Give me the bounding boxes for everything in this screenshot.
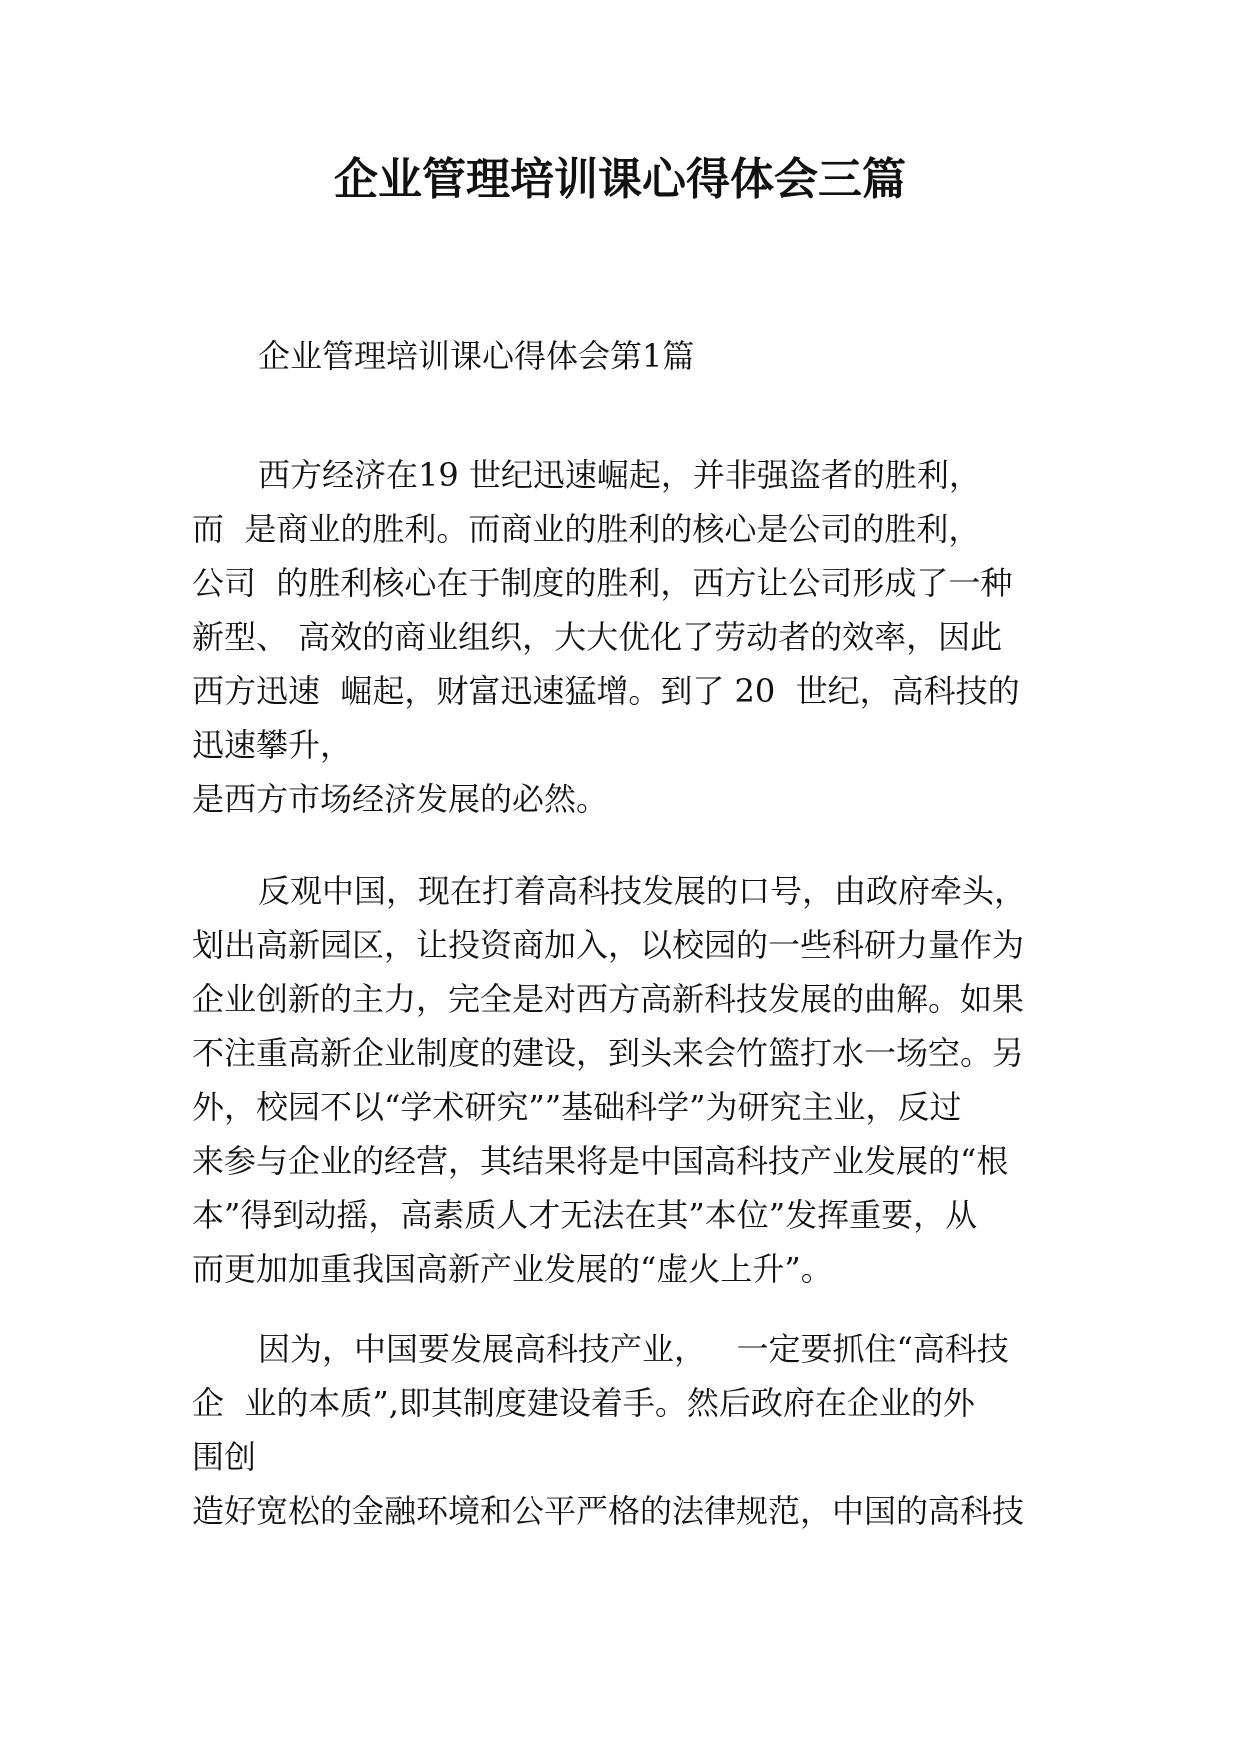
paragraph-line: 公司 的胜利核心在于制度的胜利，西方让公司形成了一种 bbox=[192, 564, 1013, 602]
paragraph-line: 新型、 高效的商业组织，大大优化了劳动者的效率，因此 bbox=[192, 618, 1003, 656]
paragraph-line: 造好宽松的金融环境和公平严格的法律规范，中国的高科技 bbox=[192, 1492, 1025, 1530]
paragraph-line: 而更加加重我国高新产业发展的“虚火上升”。 bbox=[192, 1250, 833, 1288]
paragraph-line: 企业创新的主力，完全是对西方高新科技发展的曲解。如果 bbox=[192, 980, 1025, 1018]
paragraph-line: 西方迅速 崛起，财富迅速猛增。到了 20 世纪，高科技的 bbox=[192, 672, 1020, 710]
paragraph-line: 西方经济在19 世纪迅速崛起，并非强盗者的胜利， bbox=[258, 456, 981, 494]
paragraph-3 bbox=[192, 1322, 1052, 1538]
paragraph-2 bbox=[192, 864, 1052, 1296]
paragraph-line: 反观中国，现在打着高科技发展的口号，由政府牵头， bbox=[258, 872, 1027, 910]
paragraph-line: 围创 bbox=[192, 1438, 257, 1476]
paragraph-line: 因为，中国要发展高科技产业， 一定要抓住“高科技 bbox=[258, 1330, 1009, 1368]
paragraph-line: 划出高新园区，让投资商加入，以校园的一些科研力量作为 bbox=[192, 926, 1025, 964]
paragraph-line: 迅速攀升， bbox=[192, 726, 353, 764]
paragraph-line: 来参与企业的经营，其结果将是中国高科技产业发展的“根 bbox=[192, 1142, 1009, 1180]
paragraph-line: 不注重高新企业制度的建设，到头来会竹篮打水一场空。另 bbox=[192, 1034, 1025, 1072]
paragraph-1 bbox=[192, 448, 1052, 826]
paragraph-line: 是西方市场经济发展的必然。 bbox=[192, 780, 609, 818]
paragraph-line: 企 业的本质”,即其制度建设着手。然后政府在企业的外 bbox=[192, 1384, 975, 1422]
paragraph-line: 而 是商业的胜利。而商业的胜利的核心是公司的胜利， bbox=[192, 510, 981, 548]
paragraph-line: 本”得到动摇，高素质人才无法在其”本位”发挥重要，从 bbox=[192, 1196, 978, 1234]
document-title: 企业管理培训课心得体会三篇 bbox=[334, 154, 906, 205]
section-heading: 企业管理培训课心得体会第1篇 bbox=[258, 337, 695, 375]
paragraph-line: 外，校园不以“学术研究””基础科学”为研究主业，反过 bbox=[192, 1088, 962, 1126]
